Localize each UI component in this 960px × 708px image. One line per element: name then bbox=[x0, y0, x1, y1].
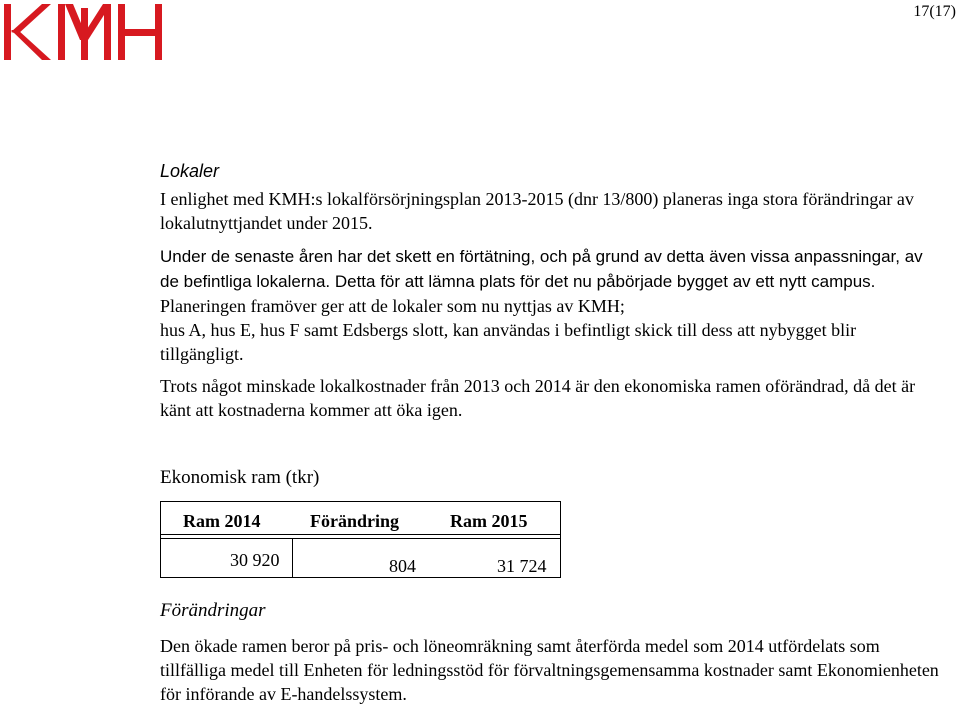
paragraph-hus: hus A, hus E, hus F samt Edsbergs slott, kan användas i befintligt skick till dess att nybygget blir tillgängligt. bbox=[160, 320, 857, 364]
ram-header-2015: Ram 2015 bbox=[450, 511, 528, 531]
kmh-logo-mark bbox=[4, 2, 164, 66]
ram-value-forandring: 804 bbox=[389, 556, 416, 576]
ram-table-header-rule-double bbox=[160, 538, 560, 539]
section-heading-lokaler: Lokaler bbox=[160, 161, 220, 181]
paragraph-fortatning-sans: Under de senaste åren har det skett en förtätning, och på grund av detta även vissa anpassningar, av de befintliga lokalerna. Detta för att lämna plats för det nu påbörjade bygget av ett nytt campus. bbox=[160, 247, 923, 291]
section-heading-ekonomisk-ram: Ekonomisk ram (tkr) bbox=[160, 467, 320, 488]
paragraph-lokalforsorjning: I enlighet med KMH:s lokalförsörjningsplan 2013-2015 (dnr 13/800) planeras inga stora förändringar av lokalutnyttjandet under 2015. bbox=[160, 189, 914, 233]
kmh-logo bbox=[4, 2, 164, 71]
ram-header-2014: Ram 2014 bbox=[183, 511, 261, 531]
ram-header-forandring: Förändring bbox=[310, 511, 400, 531]
ram-table-header-rule bbox=[160, 534, 560, 535]
paragraph-lokalkostnader: Trots något minskade lokalkostnader från 2013 och 2014 är den ekonomiska ramen oförändrad, då det är känt att kostnaderna kommer att öka igen. bbox=[160, 376, 916, 420]
ram-value-2014: 30 920 bbox=[230, 550, 280, 570]
ram-table-column-divider bbox=[292, 539, 293, 577]
section-heading-forandringar: Förändringar bbox=[160, 600, 266, 621]
paragraph-okade-ramen: Den ökade ramen beror på pris- och löneomräkning samt återförda medel som 2014 utfördelats som tillfälliga medel till Enheten för ledningsstöd för förvaltningsgemensamma kostnader samt Ekonomienheten för införande av E-handelssystem. bbox=[160, 636, 939, 704]
ram-table bbox=[160, 501, 561, 578]
page-number: 17(17) bbox=[913, 3, 956, 20]
ram-value-2015: 31 724 bbox=[497, 556, 547, 576]
paragraph-planering: Planeringen framöver ger att de lokaler som nu nyttjas av KMH; bbox=[160, 296, 625, 316]
paragraph-fortatning bbox=[160, 245, 940, 319]
